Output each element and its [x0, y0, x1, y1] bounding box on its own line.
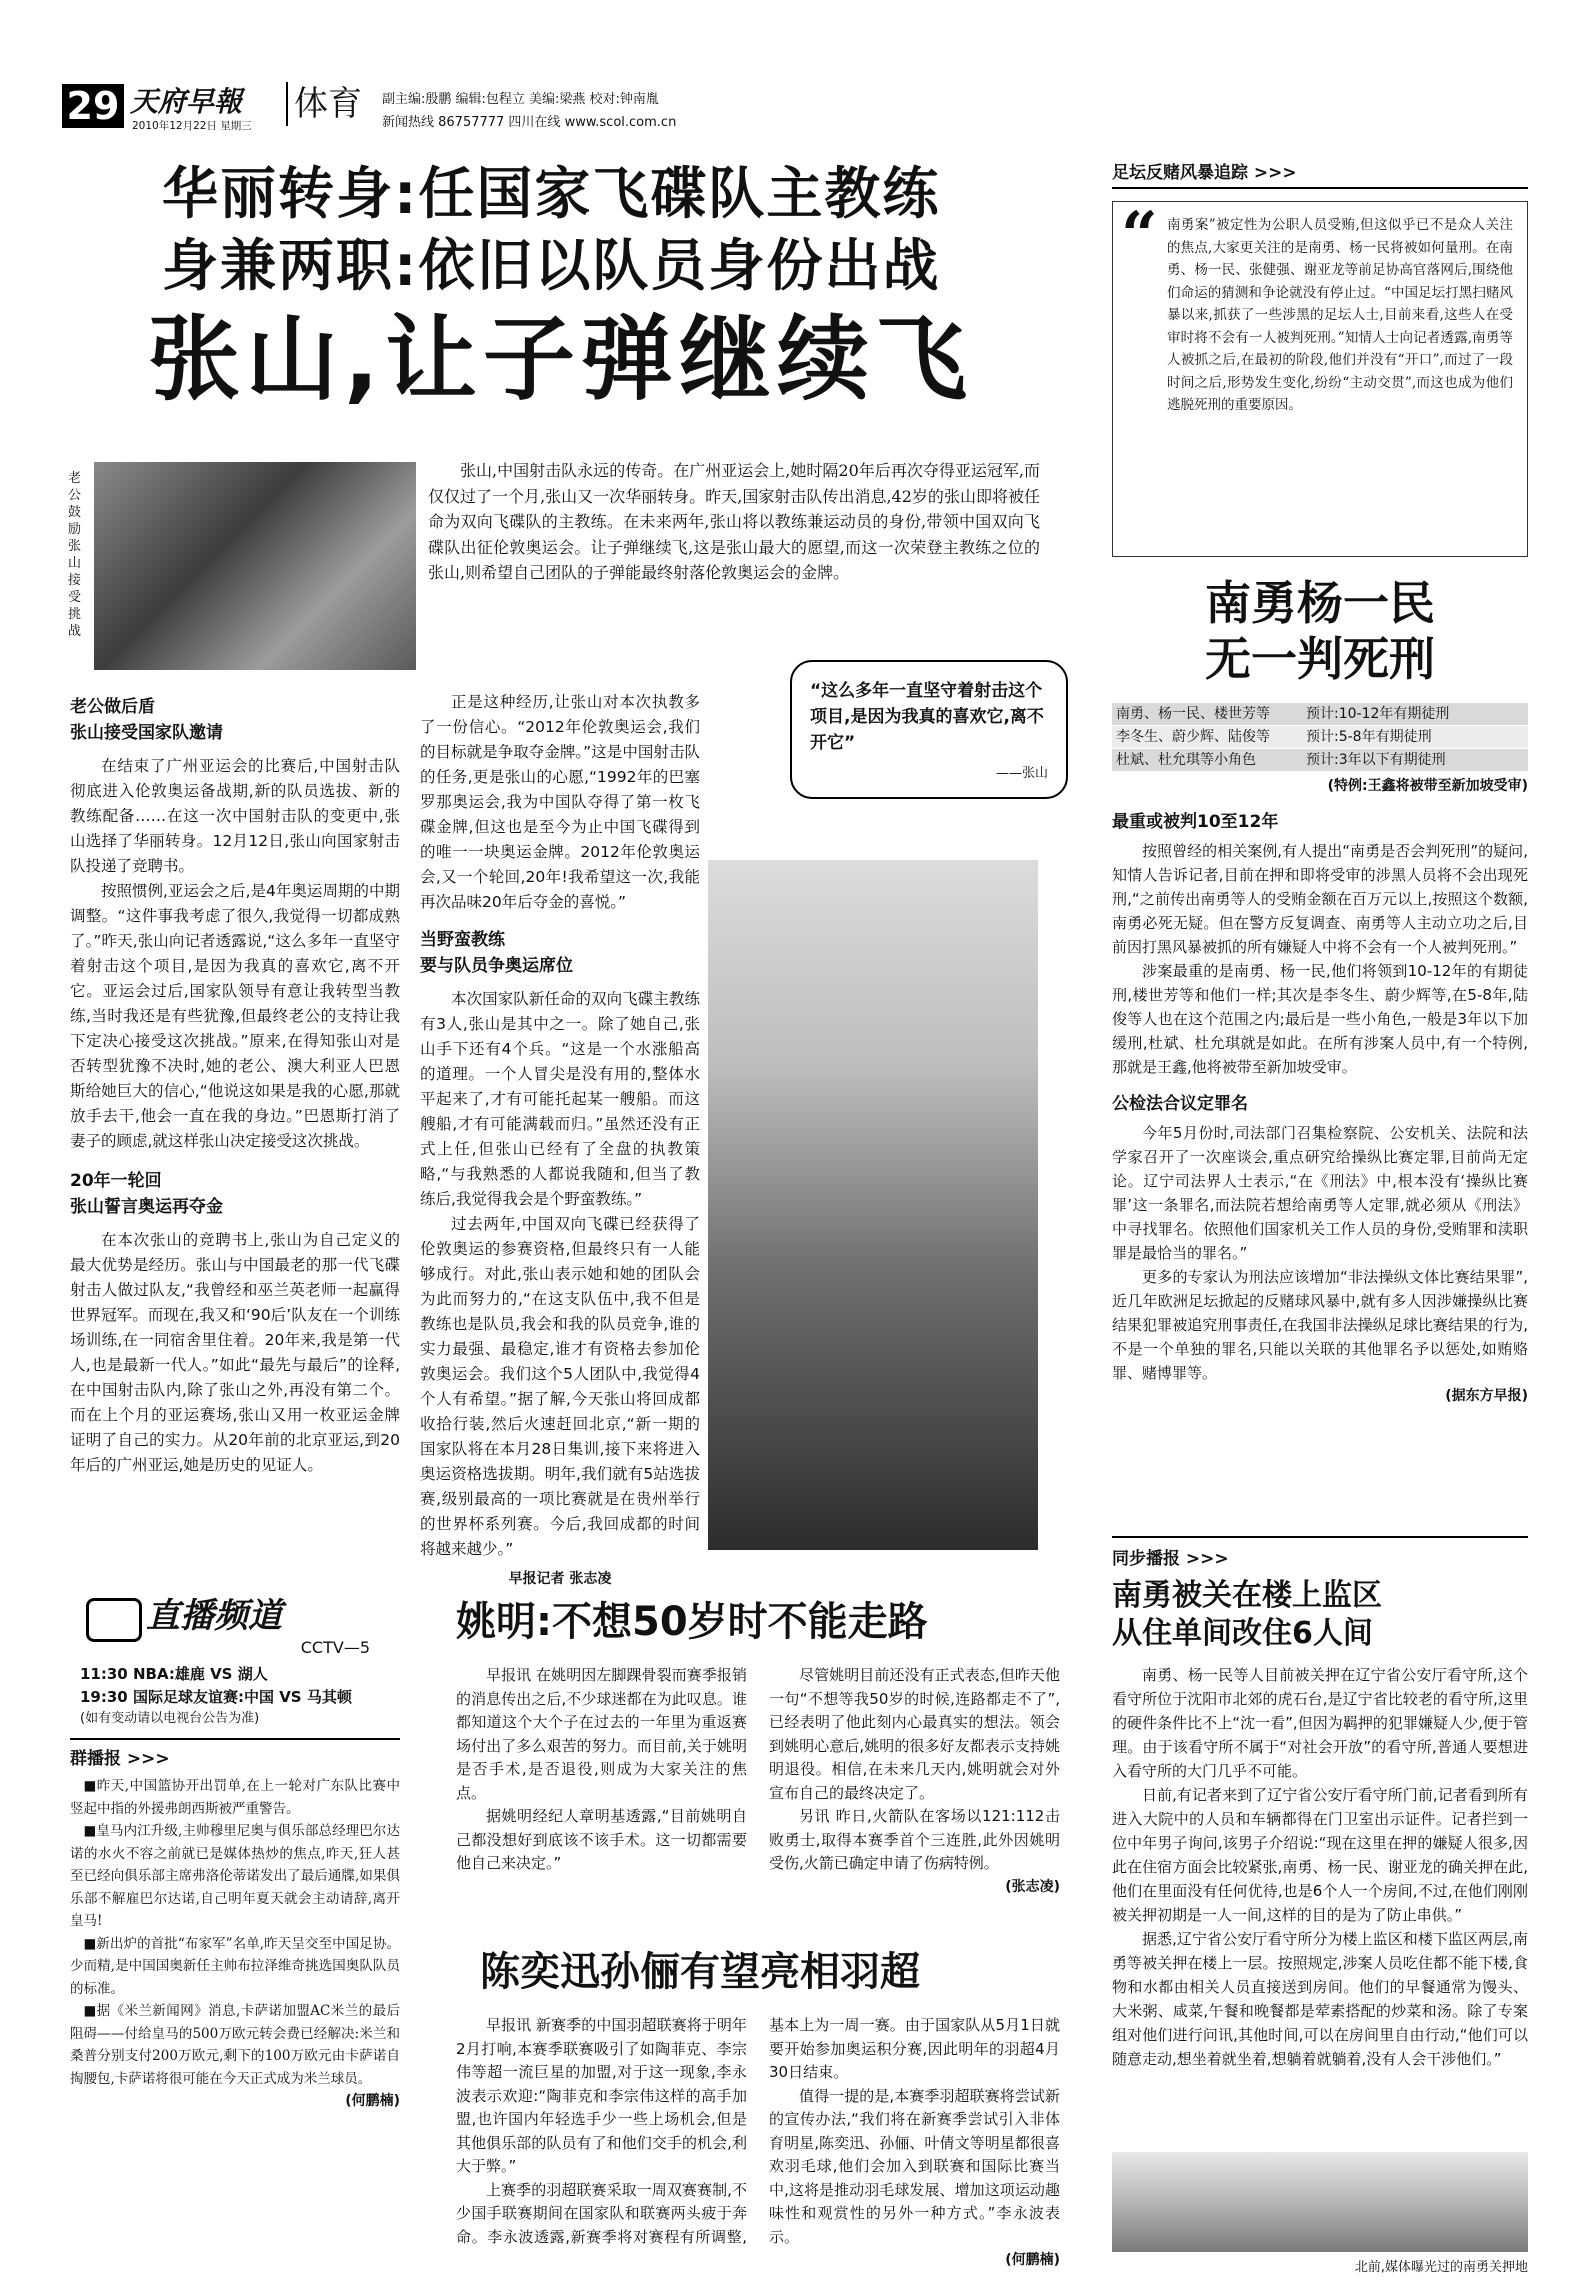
quote-bubble [790, 660, 1068, 799]
lead-title-main: 张山,让子弹继续飞 [148, 306, 973, 413]
paragraph: 在本次张山的竞聘书上,张山为自己定义的最大优势是经历。张山与中国最老的那一代飞碟射击人做过队友,“我曾经和巫兰英老师一起赢得世界冠军。而现在,我又和‘90后’队友在一个训练场训练,在一同宿舍里住着。20年来,我是第一代人,也是最新一代人。”如此“最先与最后”的诠释,在中国射击队内,除了张山之外,再没有第二个。而在上个月的亚运赛场,张山又用一枚亚运金牌证明了自己的实力。从20年前的北京亚运,到20年后的广州亚运,她是历史的见证人。 [70, 1231, 400, 1474]
right-column [1112, 158, 1528, 1405]
lead-byline: 早报记者 张志凌 [508, 1571, 612, 1587]
lead-column-2 [420, 690, 700, 1588]
brief-item: ■据《米兰新闻网》消息,卡萨诺加盟AC米兰的最后阻碍——付给皇马的500万欧元转会费已经解决:米兰和桑普分别支付200万欧元,剩下的100万欧元由卡萨诺自掏腰包,卡萨诺将很可能在今天正式成为米兰球员。 [70, 2003, 400, 2087]
paragraph: 日前,有记者来到了辽宁省公安厅看守所门前,记者看到所有进入大院中的人员和车辆都得在门卫室出示证件。记者拦到一位中年男子询问,该男子介绍说:“现在这里在押的嫌疑人很多,因此在住宿方面会比较紧张,南勇、杨一民、谢亚龙的确关押在此,他们在里面没有任何优待,也是6个人一个房间,不过,在他们刚刚被关押初期是一人一间,这样的目的是为了防止串供。” [1112, 1786, 1528, 1924]
building-photo-caption: 北前,媒体曝光过的南勇关押地 [1354, 2260, 1528, 2275]
couple-photo [94, 462, 416, 670]
table-cell: 李冬生、蔚少辉、陆俊等 [1116, 729, 1270, 745]
sync-block [1112, 1536, 1528, 2071]
sync-headline-1: 南勇被关在楼上监区 [1112, 1578, 1382, 1613]
tv-note: (如有变动请以电视台公告为准) [80, 1711, 260, 1726]
quote-text: “这么多年一直坚守着射击这个项目,是因为我真的喜欢它,离不开它” [810, 681, 1044, 753]
paragraph: 早报讯 新赛季的中国羽超联赛将于明年2月打响,本赛季联赛吸引了如陶菲克、李宗伟等超一流巨星的加盟,对于这一现象,李永波表示欢迎:“陶菲克和李宗伟这样的高手加盟,也许国内年轻选手少一些上场机会,但是其他俱乐部的队员有了和他们交手的机会,利大于弊。” [456, 2016, 747, 2175]
paragraph: 正是这种经历,让张山对本次执教多了一份信心。“2012年伦敦奥运会,我们的目标就是争取夺金牌。”这是中国射击队的任务,更是张山的心愿,“1992年的巴塞罗那奥运会,我为中国队夺得了第一枚飞碟金牌,但这也是至今为止中国飞碟得到的唯一一块奥运金牌。2012年伦敦奥运会,又一个轮回,20年!我希望这一次,我能再次品味20年后夺金的喜悦。” [420, 693, 700, 911]
table-row [1112, 726, 1528, 749]
briefs-tag: 群播报 >>> [70, 1738, 400, 1769]
paper-logo: 天府早報 [130, 85, 243, 118]
tv-box [80, 1594, 410, 1729]
brief-item: ■新出炉的首批“布家军”名单,昨天呈交至中国足协。少而精,是中国国奥新任主帅布拉泽维奇挑选国奥队队员的标准。 [70, 1935, 400, 1997]
section-head-2a: 20年一轮回 [70, 1171, 162, 1191]
tv-logo: 直播频道 [146, 1596, 282, 1636]
paragraph: 本次国家队新任命的双向飞碟主教练有3人,张山是其中之一。除了她自己,张山手下还有4个兵。“这是一个水涨船高的道理。一个人冒尖是没有用的,整体水平起来了,才有可能托起某一艘船。而这艘船,才有可能满载而归。”虽然还没有正式上任,但张山已经有了全盘的执教策略,“与我熟悉的人都说我随和,但当了教练后,我觉得我会是个野蛮教练。” [420, 990, 700, 1208]
yao-source: (张志凌) [1005, 1878, 1060, 1895]
right-head-2: 公检法合议定罪名 [1112, 1094, 1248, 1114]
briefs [70, 1738, 400, 2110]
tv-icon [86, 1598, 142, 1642]
lead-title-line1: 华丽转身:任国家飞碟队主教练 [162, 162, 941, 227]
briefs-source: (何鹏楠) [345, 2093, 400, 2109]
paragraph: 过去两年,中国双向飞碟已经获得了伦敦奥运的参赛资格,但最终只有一人能够成行。对此,张山表示她和她的团队会为此而努力的,“在这支队伍中,我不但是教练也是队员,我会和我的队员竞争,谁的实力最强、最稳定,谁才有资格去参加伦敦奥运会。我们这个5人团队中,我觉得4个人有希望。”据了解,今天张山将回成都收拾行装,然后火速赶回北京,“新一期的国家队将在本月28日集训,接下来将进入奥运资格选拔期。明年,我们就有5站选拔赛,级别最高的一项比赛就是在贵州举行的世界杯系列赛。今后,我回成都的时间将越来越少。” [420, 1215, 700, 1558]
brief-item: ■皇马内江升级,主帅穆里尼奥与俱乐部总经理巴尔达诺的水火不容之前就已是媒体热炒的焦点,昨天,狂人甚至已经向俱乐部主席弗洛伦蒂诺发出了最后通牒,如果俱乐部不解雇巴尔达诺,自己明年夏天就会主动请辞,离开皇马! [70, 1823, 400, 1929]
headline-line1: 南勇杨一民 [1205, 576, 1435, 630]
editors-line: 副主编:殷鹏 编辑:包程立 美编:梁燕 校对:钟南胤 [382, 92, 659, 107]
paragraph: 另讯 昨日,火箭队在客场以121:112击败勇士,取得本赛季首个三连胜,此外因姚明受伤,火箭已确定申请了伤病特例。 [769, 1807, 1060, 1872]
table-cell: 杜斌、杜允琪等小角色 [1116, 752, 1256, 768]
paragraph: 南勇、杨一民等人目前被关押在辽宁省公安厅看守所,这个看守所位于沈阳市北郊的虎石台,是辽宁省比较老的看守所,这里的硬件条件比不上“沈一看”,但因为羁押的犯罪嫌疑人少,便于管理。由于该看守所不属于“对社会开放”的看守所,普通人要想进入看守所的大门几乎不可能。 [1112, 1666, 1528, 1780]
section-name: 体育 [286, 82, 374, 126]
tv-item: 19:30 国际足球友谊赛:中国 VS 马其顿 [80, 1688, 352, 1706]
quote-box [1112, 201, 1528, 557]
detention-building-photo [1112, 2152, 1528, 2252]
brief-item: ■昨天,中国篮协开出罚单,在上一轮对广东队比赛中竖起中指的外援弗朗西斯被严重警告。 [70, 1778, 400, 1817]
issue-date: 2010年12月22日 星期三 [132, 120, 252, 132]
badminton-source: (何鹏楠) [1005, 2252, 1060, 2268]
section-head-3b: 要与队员争奥运席位 [420, 956, 573, 976]
yao-title: 姚明:不想50岁时不能走路 [456, 1599, 928, 1645]
badminton-article [456, 2014, 1060, 2269]
masthead [62, 78, 1552, 140]
right-head-1: 最重或被判10至12年 [1112, 812, 1279, 832]
paragraph: 据姚明经纪人章明基透露,“目前姚明自己都没想好到底该不该手术。这一切都需要他自己来决定。” [456, 1807, 747, 1872]
table-note: (特例:王鑫将被带至新加坡受审) [1327, 778, 1528, 794]
section-head-3a: 当野蛮教练 [420, 930, 505, 950]
paragraph: 今年5月份时,司法部门召集检察院、公安机关、法院和法学家召开了一次座谈会,重点研究给操纵比赛定罪,目前尚无定论。辽宁司法界人士表示,“在《刑法》中,根本没有‘操纵比赛罪’这一条罪名,而法院若想给南勇等人定罪,就必须从《刑法》中寻找罪名。依照他们国家机关工作人员的身份,受贿罪和渎职罪是最恰当的罪名。” [1112, 1124, 1528, 1262]
table-row [1112, 749, 1528, 771]
table-row [1112, 703, 1528, 726]
right-source: (据东方早报) [1445, 1388, 1528, 1404]
hotline-line: 新闻热线 86757777 四川在线 www.scol.com.cn [382, 115, 677, 130]
sync-headline-2: 从住单间改住6人间 [1112, 1616, 1373, 1651]
paragraph: 按照曾经的相关案例,有人提出“南勇是否会判死刑”的疑问,知情人告诉记者,目前在押和即将受审的涉黑人员将不会出现死刑,“之前传出南勇等人的受贿金额在百万元以上,按照这个数额,南勇必死无疑。但在警方反复调查、南勇等人主动立功之后,目前因打黑风暴被抓的所有嫌疑人中将不会有一个人被判死刑。” [1112, 842, 1528, 956]
section-head-1a: 老公做后盾 [70, 697, 155, 717]
paragraph: 尽管姚明目前还没有正式表态,但昨天他一句“不想等我50岁的时候,连路都走不了”,已经表明了他此刻内心最真实的想法。领会到姚明心意后,姚明的很多好友都表示支持姚明退役。相信,在未来几天内,姚明就会对外宣布自己的最终决定了。 [769, 1666, 1060, 1802]
table-cell: 预计:5-8年有期徒刑 [1306, 729, 1432, 745]
yao-article [456, 1664, 1060, 1896]
paragraph: 按照惯例,亚运会之后,是4年奥运周期的中期调整。“这件事我考虑了很久,我觉得一切都成熟了。”昨天,张山向记者透露说,“这么多年一直坚守着射击这个项目,是因为我真的喜欢它,离不开它。亚运会过后,国家队领导有意让我转型当教练,当时我还是有些犹豫,但最终老公的支持让我下定决心接受这次挑战。”原来,在得知张山对是否转型犹豫不决时,她的老公、澳大利亚人巴恩斯给她巨大的信心,“他说这如果是我的心愿,那就放手去干,他会一直在我的身边。”巴恩斯打消了妻子的顾虑,就这样张山决定接受这次挑战。 [70, 882, 400, 1150]
section-head-1b: 张山接受国家队邀请 [70, 723, 223, 743]
quote-attribution: ——张山 [995, 766, 1048, 781]
paragraph: 更多的专家认为刑法应该增加“非法操纵文体比赛结果罪”,近几年欧洲足坛掀起的反赌球风暴中,就有多人因涉嫌操纵比赛结果犯罪被追究刑事责任,在我国非法操纵足球比赛结果的行为,不是一个单独的罪名,只能以关联的其他罪名予以惩处,如贿赂罪、赌博罪等。 [1112, 1268, 1528, 1382]
paragraph: 上赛季的羽超联赛采取一周双赛赛制,不少国手联赛期间在国家队和联赛两头疲于奔命。李永波透露,新赛季将对赛程有所调整,基本上为一周一赛。由于国家队从5月1日就要开始参加奥运积分赛,因此明年的羽超4月30日结束。 [456, 2016, 1060, 2246]
quote-mark-icon: “ [1121, 201, 1158, 273]
table-cell: 预计:3年以下有期徒刑 [1306, 752, 1446, 768]
badminton-title: 陈奕迅孙俪有望亮相羽超 [480, 1949, 920, 1995]
paragraph: 涉案最重的是南勇、杨一民,他们将领到10-12年的有期徒刑,楼世芳等和他们一样;其次是李冬生、蔚少辉等,在5-8年,陆俊等人也在这个范围之内;最后是一些小角色,一般是3年以下加缓刑,杜斌、杜允琪就是如此。在所有涉案人员中,有一个特例,那就是王鑫,他将被带至新加坡受审。 [1112, 962, 1528, 1076]
lead-intro-text: 张山,中国射击队永远的传奇。在广州亚运会上,她时隔20年后再次夺得亚运冠军,而仅仅过了一个月,张山又一次华丽转身。昨天,国家射击队传出消息,42岁的张山即将被任命为双向飞碟队的主教练。在未来两年,张山将以教练兼运动员的身份,带领中国双向飞碟队出征伦敦奥运会。让子弹继续飞,这是张山最大的愿望,而这一次荣登主教练之位的张山,则希望自己团队的子弹能最终射落伦敦奥运会的金牌。 [428, 461, 1040, 582]
table-cell: 南勇、杨一民、楼世芳等 [1116, 706, 1270, 722]
paragraph: 早报讯 在姚明因左脚踝骨裂而赛季报销的消息传出之后,不少球迷都在为此叹息。谁都知道这个大个子在过去的一年里为重返赛场付出了多么艰苦的努力。而目前,关于姚明是否手术,是否退役,则成为大家关注的焦点。 [456, 1666, 747, 1802]
sentence-table [1112, 703, 1528, 795]
photo-caption-vertical: 老公鼓励张山接受挑战 [68, 471, 82, 639]
paragraph: 值得一提的是,本赛季羽超联赛将尝试新的宣传办法,“我们将在新赛季尝试引入非体育明星,陈奕迅、孙俪、叶倩文等明星都很喜欢羽毛球,他们会加入到联赛和国际比赛当中,这将是推动羽毛球发展、增加这项运动趣味性和观赏性的另外一种方式。”李永波表示。 [769, 2086, 1060, 2246]
page-number: 29 [62, 84, 124, 128]
tv-item: 11:30 NBA:雄鹿 VS 湖人 [80, 1665, 268, 1683]
lead-title-line2: 身兼两职:依旧以队员身份出战 [162, 234, 941, 299]
sync-tag: 同步播报 >>> [1112, 1536, 1528, 1569]
lead-column-1 [70, 694, 400, 1478]
paragraph: 在结束了广州亚运会的比赛后,中国射击队彻底进入伦敦奥运备战期,新的队员选拔、新的教练配备……在这一次中国射击队的变更中,张山选择了华丽转身。12月12日,张山向国家射击队投递了竞聘书。 [70, 757, 400, 875]
tv-channel: CCTV—5 [300, 1638, 370, 1657]
table-cell: 预计:10-12年有期徒刑 [1306, 706, 1450, 722]
headline-line2: 无一判死刑 [1205, 632, 1435, 686]
paragraph: 据悉,辽宁省公安厅看守所分为楼上监区和楼下监区两层,南勇等被关押在楼上一层。按照规定,涉案人员吃住都不能下楼,食物和水都由相关人员直接送到房间。他们的早餐通常为馒头、大米粥、咸菜,午餐和晚餐都是荤素搭配的炒菜和汤。除了专案组对他们进行问讯,其他时间,可以在房间里自由行动,“他们可以随意走动,想坐着就坐着,想躺着就躺着,没有人会干涉他们。” [1112, 1930, 1528, 2068]
zhang-shan-photo [708, 860, 1038, 1550]
column-tag: 足坛反赌风暴追踪 >>> [1112, 158, 1528, 189]
quote-box-text: 南勇案”被定性为公职人员受贿,但这似乎已不是众人关注的焦点,大家更关注的是南勇、杨一民将被如何量刑。在南勇、杨一民、张健强、谢亚龙等前足协高官落网后,围绕他们命运的猜测和争论就没有停止过。“中国足坛打黑扫赌风暴以来,抓获了一些涉黑的足坛人士,目前来看,这些人在受审时将不会有一人被判死刑。”知情人士向记者透露,南勇等人被抓之后,在最初的阶段,他们并没有“开口”,而过了一段时间之后,形势发生变化,纷纷“主动交贯”,而这也成为他们逃脱死刑的重要原因。 [1167, 217, 1513, 413]
lead-intro [428, 458, 1040, 586]
section-head-2b: 张山誓言奥运再夺金 [70, 1197, 223, 1217]
